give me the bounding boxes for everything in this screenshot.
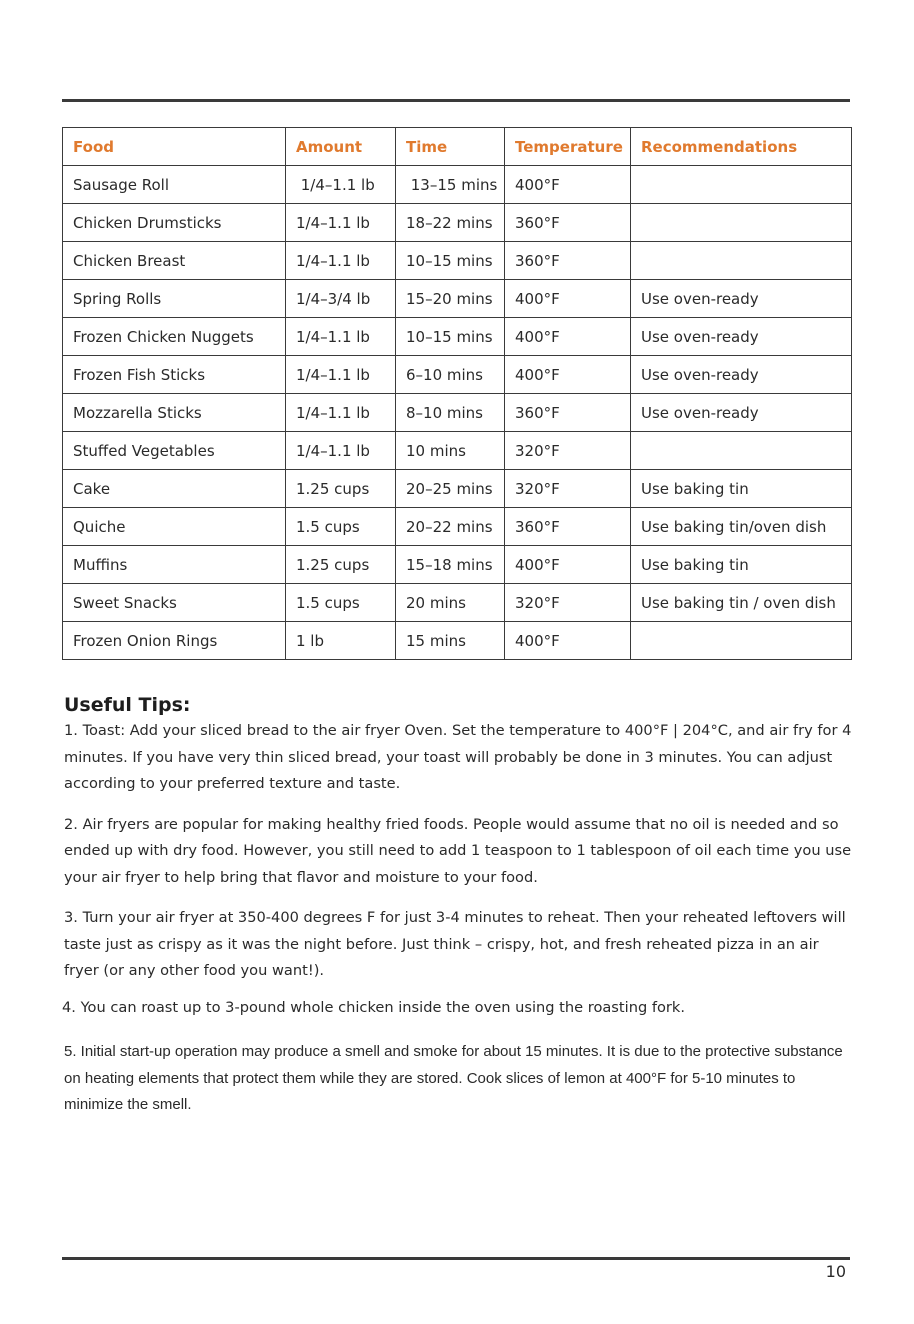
cell-food: Frozen Chicken Nuggets	[63, 318, 286, 356]
cell-recommendation: Use baking tin	[631, 546, 852, 584]
table-row	[63, 432, 852, 470]
table-row	[63, 584, 852, 622]
header-time: Time	[396, 128, 505, 166]
cell-food: Sweet Snacks	[63, 584, 286, 622]
cell-amount: 1/4–1.1 lb	[286, 318, 396, 356]
tip-startup-smell: 5. Initial start-up operation may produce a smell and smoke for about 15 minutes. It is due to the protective substance on heating elements that protect them while they are stored. Cook slices of lemon at 400°F for 5-10 minutes to minimize the smell.	[64, 1043, 843, 1113]
table-row	[63, 318, 852, 356]
cell-temperature: 360°F	[505, 242, 631, 280]
table-row	[63, 166, 852, 204]
table-row	[63, 470, 852, 508]
cell-time: 8–10 mins	[396, 394, 505, 432]
cell-amount: 1/4–3/4 lb	[286, 280, 396, 318]
cell-temperature: 320°F	[505, 584, 631, 622]
cell-temperature: 360°F	[505, 204, 631, 242]
bottom-divider	[62, 1257, 850, 1260]
cell-food: Mozzarella Sticks	[63, 394, 286, 432]
cell-recommendation: Use baking tin / oven dish	[631, 584, 852, 622]
tip-roast-chicken: 4. You can roast up to 3-pound whole chicken inside the oven using the roasting fork.	[62, 998, 685, 1016]
cell-time: 15 mins	[396, 622, 505, 660]
cell-recommendation	[631, 204, 852, 242]
cell-amount: 1.5 cups	[286, 584, 396, 622]
cell-food: Stuffed Vegetables	[63, 432, 286, 470]
table-row	[63, 204, 852, 242]
cell-time: 13–15 mins	[396, 166, 505, 204]
cell-recommendation	[631, 166, 852, 204]
cell-temperature: 320°F	[505, 432, 631, 470]
useful-tips-section	[64, 694, 854, 1133]
cell-time: 18–22 mins	[396, 204, 505, 242]
header-amount: Amount	[286, 128, 396, 166]
cell-amount: 1/4–1.1 lb	[286, 204, 396, 242]
cell-food: Frozen Fish Sticks	[63, 356, 286, 394]
cell-recommendation: Use baking tin/oven dish	[631, 508, 852, 546]
table-row	[63, 508, 852, 546]
cell-time: 6–10 mins	[396, 356, 505, 394]
cell-time: 20–25 mins	[396, 470, 505, 508]
header-food: Food	[63, 128, 286, 166]
table-row	[63, 242, 852, 280]
cell-amount: 1.25 cups	[286, 470, 396, 508]
cell-temperature: 400°F	[505, 318, 631, 356]
cell-amount: 1.5 cups	[286, 508, 396, 546]
cell-recommendation: Use baking tin	[631, 470, 852, 508]
cell-recommendation: Use oven-ready	[631, 318, 852, 356]
tip-oil: 2. Air fryers are popular for making healthy fried foods. People would assume that no oil is needed and so ended up with dry food. However, you still need to add 1 teaspoon to 1 tablespoon of oil each time you use your air fryer to help bring that flavor and moisture to your food.	[64, 815, 852, 886]
cell-food: Cake	[63, 470, 286, 508]
cell-food: Chicken Breast	[63, 242, 286, 280]
cell-temperature: 360°F	[505, 508, 631, 546]
cell-recommendation	[631, 622, 852, 660]
cell-time: 20 mins	[396, 584, 505, 622]
cell-recommendation: Use oven-ready	[631, 356, 852, 394]
header-temperature: Temperature	[505, 128, 631, 166]
cell-time: 20–22 mins	[396, 508, 505, 546]
cell-recommendation: Use oven-ready	[631, 280, 852, 318]
cell-amount: 1.25 cups	[286, 546, 396, 584]
table-row	[63, 622, 852, 660]
cell-temperature: 360°F	[505, 394, 631, 432]
table-row	[63, 356, 852, 394]
cell-food: Spring Rolls	[63, 280, 286, 318]
cell-food: Frozen Onion Rings	[63, 622, 286, 660]
cell-amount: 1/4–1.1 lb	[286, 166, 396, 204]
tip-toast: 1. Toast: Add your sliced bread to the air fryer Oven. Set the temperature to 400°F | 204°C, and air fry for 4 minutes. If you have very thin sliced bread, your toast will probably be done in 3 minutes. You can adjust according to your preferred texture and taste.	[64, 722, 852, 792]
table-body	[63, 166, 852, 660]
cell-food: Quiche	[63, 508, 286, 546]
cell-time: 10–15 mins	[396, 242, 505, 280]
cell-temperature: 400°F	[505, 622, 631, 660]
cooking-chart-table	[62, 127, 852, 660]
cell-time: 10–15 mins	[396, 318, 505, 356]
cell-amount: 1/4–1.1 lb	[286, 242, 396, 280]
cell-food: Sausage Roll	[63, 166, 286, 204]
cell-amount: 1/4–1.1 lb	[286, 432, 396, 470]
tip-reheat: 3. Turn your air fryer at 350-400 degrees F for just 3-4 minutes to reheat. Then your reheated leftovers will taste just as crispy as it was the night before. Just think – crispy, hot, and fresh reheated pizza in an air fryer (or any other food you want!).	[64, 909, 846, 979]
cell-recommendation	[631, 432, 852, 470]
cell-temperature: 400°F	[505, 280, 631, 318]
cell-recommendation	[631, 242, 852, 280]
page-number: 10	[825, 1262, 846, 1281]
cell-amount: 1/4–1.1 lb	[286, 356, 396, 394]
cell-time: 10 mins	[396, 432, 505, 470]
header-recommendations: Recommendations	[631, 128, 852, 166]
top-divider	[62, 99, 850, 102]
table-row	[63, 394, 852, 432]
table-row	[63, 546, 852, 584]
cell-time: 15–20 mins	[396, 280, 505, 318]
cell-temperature: 320°F	[505, 470, 631, 508]
cell-amount: 1 lb	[286, 622, 396, 660]
table-row	[63, 280, 852, 318]
table-header-row	[63, 128, 852, 166]
cell-recommendation: Use oven-ready	[631, 394, 852, 432]
cell-temperature: 400°F	[505, 166, 631, 204]
cell-food: Muffins	[63, 546, 286, 584]
cell-temperature: 400°F	[505, 356, 631, 394]
cell-temperature: 400°F	[505, 546, 631, 584]
cell-amount: 1/4–1.1 lb	[286, 394, 396, 432]
tips-heading: Useful Tips:	[64, 694, 191, 716]
cell-time: 15–18 mins	[396, 546, 505, 584]
cell-food: Chicken Drumsticks	[63, 204, 286, 242]
